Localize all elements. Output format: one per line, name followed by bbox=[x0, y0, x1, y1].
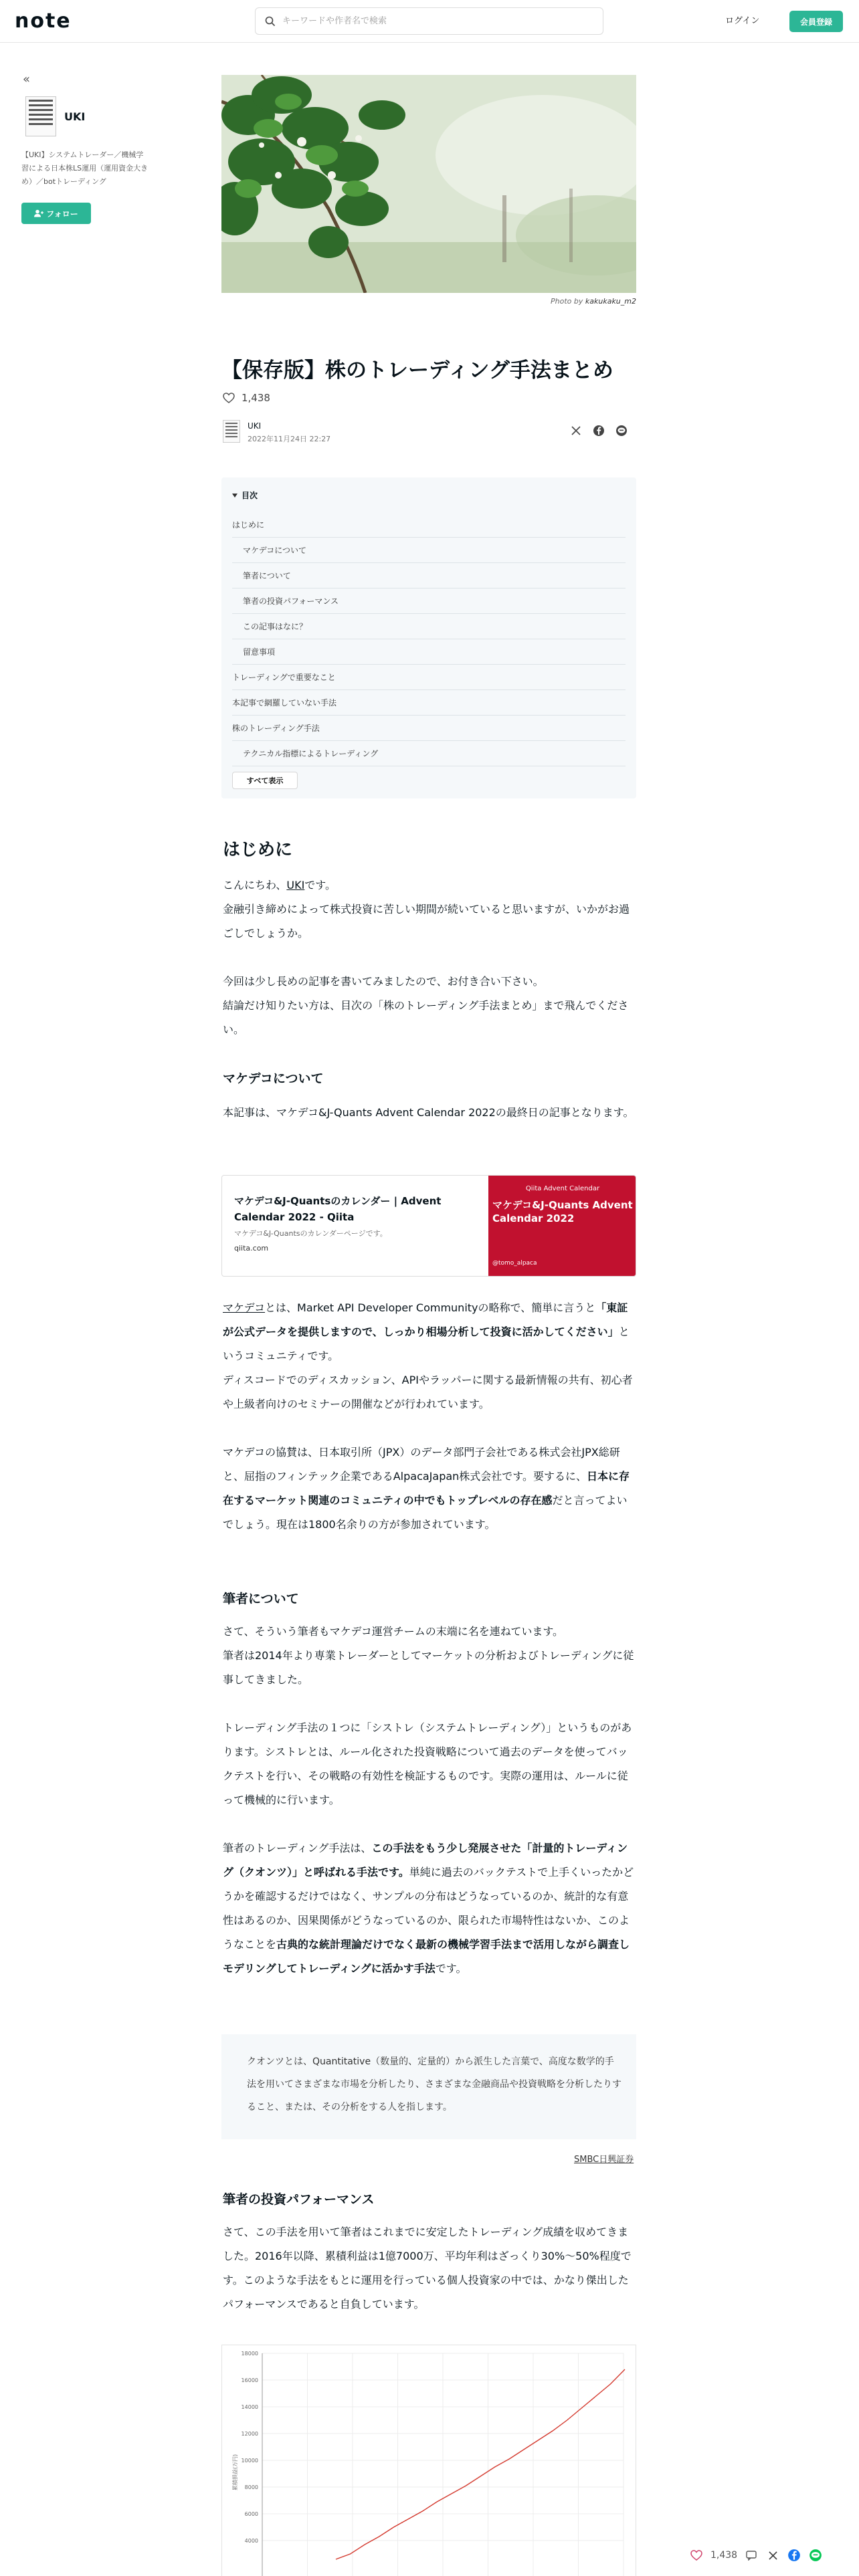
embed-title: マケデコ&J-Quantsのカレンダー | Advent Calendar 2022 - Qiita bbox=[234, 1195, 442, 1223]
paragraph-author-2: トレーディング手法の１つに「シストレ（システムトレーディング）」というものがあります。シストレとは、ルール化された投資戦略について過去のデータを使ってバックテストを行い、その戦略の有効性を検証するものです。実際の運用は、ルールに従って機械的に行います。 bbox=[223, 1721, 632, 1806]
search-input[interactable] bbox=[282, 16, 577, 26]
toc-item[interactable]: トレーディングで重要なこと bbox=[232, 665, 626, 690]
toc-item[interactable]: 本記事で網羅していない手法 bbox=[232, 690, 626, 716]
like-count: 1,438 bbox=[242, 392, 270, 404]
text: というコミュニティです。 bbox=[223, 1325, 630, 1362]
signup-button[interactable]: 会員登録 bbox=[789, 11, 843, 32]
toc-item[interactable]: 筆者について bbox=[232, 563, 626, 588]
makedeco-link[interactable]: マケデコ bbox=[223, 1301, 266, 1314]
text: です。 bbox=[435, 1962, 467, 1975]
search-box[interactable] bbox=[255, 7, 603, 35]
embed-thumb-title: マケデコ&J-Quants Advent Calendar 2022 bbox=[492, 1199, 633, 1224]
author-name[interactable]: UKI bbox=[64, 110, 86, 123]
heading-performance: 筆者の投資パフォーマンス bbox=[223, 2192, 375, 2207]
floating-action-bar bbox=[689, 2548, 823, 2563]
chart-svg bbox=[222, 2345, 637, 2576]
toc-item[interactable]: この記事はなに？ bbox=[232, 614, 626, 639]
embed-thumbnail bbox=[488, 1176, 636, 1277]
bold-text: 古典的な統計理論だけでなく最新の機械学習手法まで活用しながら調査しモデリングしてトレーディングに活かす手法 bbox=[223, 1938, 630, 1975]
float-line-icon[interactable] bbox=[808, 2548, 823, 2563]
credit-author-link[interactable]: kakukaku_m2 bbox=[585, 297, 636, 306]
text: ディスコードでのディスカッション、APIやラッパーに関する最新情報の共有、初心者や上級者向けのセミナーの開催などが行われています。 bbox=[223, 1374, 633, 1410]
paragraph-author-1 bbox=[223, 1620, 638, 1692]
chart-ytick-label: 18000 bbox=[241, 2351, 258, 2357]
site-header bbox=[0, 0, 859, 43]
text: 筆者は2014年より専業トレーダーとしてマーケットの分析およびトレーディングに従事してきました。 bbox=[223, 1649, 634, 1686]
intro-text: です。 bbox=[304, 879, 337, 891]
intro-text: 結論だけ知りたい方は、目次の「株のトレーディング手法まとめ」まで飛んでください。 bbox=[223, 999, 629, 1036]
intro-text: 金融引き締めによって株式投資に苦しい期間が続いていると思いますが、いかがお過ごしでしょうか。 bbox=[223, 903, 630, 940]
paragraph-author-3 bbox=[223, 1836, 638, 1981]
quote-text: クオンツとは、Quantitative（数量的、定量的）から派生した言葉で、高度な数学的手法を用いてさまざまな市場を分析したり、さまざまな金融商品や投資戦略を分析したりすること、または、その分析をする人を指します。 bbox=[247, 2056, 622, 2113]
bold-text: この手法をもう少し発展させた「計量的トレーディング（クオンツ）」と呼ばれる手法です。 bbox=[223, 1842, 628, 1879]
chart-ytick-label: 8000 bbox=[244, 2484, 258, 2490]
heading-makedeco: マケデコについて bbox=[223, 1071, 324, 1086]
embed-text bbox=[234, 1193, 468, 1253]
login-link[interactable]: ログイン bbox=[725, 16, 760, 26]
text: 筆者のトレーディング手法は、 bbox=[223, 1842, 372, 1854]
paragraph-makedeco-1: 本記事は、マケデコ&J-Quants Advent Calendar 2022の最終日の記事となります。 bbox=[223, 1106, 634, 1119]
text: とは、Market API Developer Communityの略称で、簡単に言うと bbox=[265, 1301, 596, 1314]
note-logo[interactable]: note bbox=[15, 9, 72, 33]
follow-button[interactable] bbox=[21, 203, 91, 224]
float-like-count: 1,438 bbox=[710, 2550, 738, 2561]
paragraph-intro bbox=[223, 873, 638, 946]
uki-link[interactable]: UKI bbox=[286, 879, 305, 891]
float-heart-icon[interactable] bbox=[689, 2548, 704, 2563]
article-title: 【保存版】株のトレーディング手法まとめ bbox=[221, 358, 613, 383]
toc-item[interactable]: マケデコについて bbox=[232, 538, 626, 563]
chart-ytick-label: 12000 bbox=[241, 2431, 258, 2437]
toc-item[interactable]: テクニカル指標によるトレーディング bbox=[232, 741, 626, 766]
blockquote bbox=[221, 2034, 636, 2139]
text: 単純に過去のバックテストで上手くいったかどうかを確認するだけではなく、サンプルの分布はどうなっているのか、統計的な有意性はあるのか、因果関係がどうなっているのか、限られた市場特性はないか、このようなことを bbox=[223, 1866, 634, 1951]
float-comment-icon[interactable] bbox=[744, 2548, 759, 2563]
paragraph-performance: さて、この手法を用いて筆者はこれまでに安定したトレーディング成績を収めてきました。2016年以降、累積利益は1億7000万、平均年利はざっくり30%〜50%程度です。このような手法をもとに運用を行っている個人投資家の中では、かなり傑出したパフォーマンスであると自負しています。 bbox=[223, 2226, 632, 2311]
chart-ytick-label: 4000 bbox=[244, 2538, 258, 2544]
table-of-contents bbox=[221, 477, 636, 798]
search-icon bbox=[265, 16, 276, 27]
caret-down-icon bbox=[232, 494, 237, 498]
follow-label: フォロー bbox=[46, 209, 78, 219]
text: さて、そういう筆者もマケデコ運営チームの末端に名を連ねています。 bbox=[223, 1625, 564, 1638]
chart-ytick-label: 6000 bbox=[244, 2511, 258, 2517]
paragraph-makedeco-2 bbox=[223, 1296, 638, 1416]
bold-text: 「東証が公式データを提供しますので、しっかり相場分析して投資に活かしてください」 bbox=[223, 1301, 628, 1338]
float-x-icon[interactable] bbox=[765, 2548, 780, 2563]
heading-author: 筆者について bbox=[223, 1592, 299, 1606]
toc-header[interactable] bbox=[232, 490, 258, 501]
intro-text: 今回は少し長めの記事を書いてみましたので、お付き合い下さい。 bbox=[223, 975, 544, 988]
toc-item[interactable]: 留意事項 bbox=[232, 639, 626, 665]
intro-text: こんにちわ、 bbox=[223, 879, 287, 891]
paragraph-makedeco-3 bbox=[223, 1440, 638, 1537]
embed-thumb-user: @tomo_alpaca bbox=[492, 1260, 537, 1267]
embed-domain: qiita.com bbox=[234, 1244, 269, 1253]
qiita-embed-card[interactable] bbox=[221, 1175, 636, 1277]
performance-chart bbox=[221, 2345, 636, 2576]
bold-text: 日本に存在するマーケット関連のコミュニティの中でもトップレベルの存在感 bbox=[223, 1470, 630, 1507]
heart-icon[interactable] bbox=[223, 393, 235, 403]
chart-ylabel: 累積損益(万円) bbox=[232, 2454, 238, 2491]
x-share-icon[interactable] bbox=[569, 424, 583, 437]
photo-credit bbox=[221, 297, 636, 306]
follow-user-icon bbox=[34, 209, 43, 217]
chart-ytick-label: 14000 bbox=[241, 2404, 258, 2410]
quote-source-link[interactable]: SMBC日興証券 bbox=[574, 2155, 634, 2165]
facebook-share-icon[interactable] bbox=[592, 424, 605, 437]
chart-ytick-label: 16000 bbox=[241, 2377, 258, 2383]
meta-author-name[interactable]: UKI bbox=[248, 421, 262, 431]
text: マケデコの協賛は、日本取引所（JPX）のデータ部門子会社である株式会社JPX総研と、屈指のフィンテック企業であるAlpacaJapan株式会社です。要するに、 bbox=[223, 1446, 620, 1483]
toc-item[interactable]: 株のトレーディング手法 bbox=[232, 716, 626, 741]
meta-author-avatar[interactable] bbox=[223, 420, 240, 443]
toc-item[interactable]: 筆者の投資パフォーマンス bbox=[232, 588, 626, 614]
author-bio: 【UKI】システムトレーダー／機械学習による日本株LS運用（運用資金大きめ）／botトレーディング bbox=[21, 150, 149, 186]
hero-image bbox=[221, 75, 636, 293]
credit-prefix: Photo by bbox=[551, 297, 585, 306]
share-buttons bbox=[569, 424, 628, 437]
toc-item[interactable]: はじめに bbox=[232, 512, 626, 538]
embed-thumb-caption: Qiita Advent Calendar bbox=[525, 1185, 600, 1192]
like-area[interactable] bbox=[223, 392, 270, 404]
heading-intro: はじめに bbox=[223, 840, 293, 860]
embed-desc: マケデコ&J-Quantsのカレンダーページです。 bbox=[234, 1229, 387, 1238]
author-avatar[interactable] bbox=[25, 96, 56, 136]
hero-photo bbox=[221, 75, 636, 293]
text: だと言ってよいでしょう。現在は1800名余りの方が参加されています。 bbox=[223, 1494, 628, 1531]
toc-heading: 目次 bbox=[242, 491, 258, 500]
toc-list bbox=[232, 512, 626, 766]
paragraph-intro-2 bbox=[223, 970, 638, 1042]
collapse-sidebar-icon[interactable]: « bbox=[23, 72, 31, 86]
chart-ytick-label: 10000 bbox=[241, 2458, 258, 2464]
line-share-icon[interactable] bbox=[615, 424, 628, 437]
toc-show-all-button[interactable]: すべて表示 bbox=[232, 772, 298, 789]
chart-series-line bbox=[336, 2369, 625, 2559]
publish-date: 2022年11月24日 22:27 bbox=[248, 435, 331, 443]
float-facebook-icon[interactable] bbox=[787, 2548, 801, 2563]
